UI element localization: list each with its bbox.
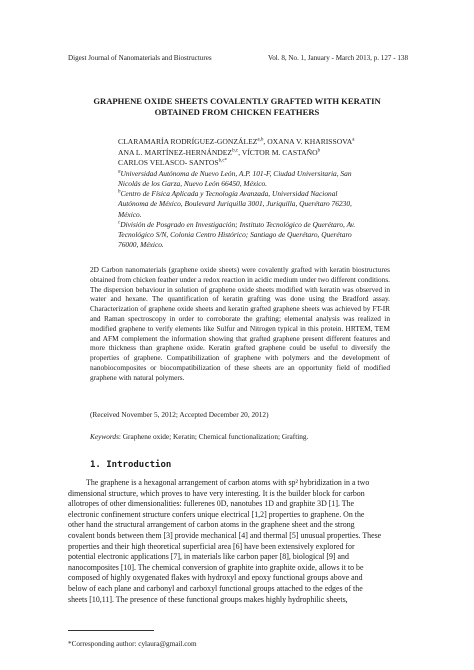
abstract: 2D Carbon nanomaterials (graphene oxide sheets) were covalently grafted with keratin biostructures obtained from chicken feather under a redox reaction in acidic medium under two different conditions. The dispersion behaviour in solution of graphene oxide sheets modified with keratin was observed in water and hexane. The quantification of keratin grafting was done using the Bradford assay. Characterization of graphene oxide sheets and keratin grafted graphene sheets was achieved by FT-IR and Raman spectroscopy in order to corroborate the grafting; elemental analysis was realized in modified graphene to verify elements like Sulfur and Nitrogen typical in this protein. HRTEM, TEM and AFM complement the information showing that grafted graphene present different features and more thickness than graphene oxide. Keratin grafted graphene could be useful to diversify the properties of graphene. Compatibilization of graphene with polymers and the development of nanobiocomposites or biocompatibilization of these sheets are an opportunity field of modified graphene with natural polymers.	[90, 265, 390, 382]
footnote-rule	[68, 630, 154, 631]
affiliation-c	[118, 220, 418, 251]
author-line-2	[118, 148, 418, 159]
affiliation-line: Nicolás de los Garza, Nuevo León 66450, México.	[118, 178, 268, 188]
affiliation-sup: a	[118, 169, 121, 175]
section-title: Introduction	[106, 460, 172, 470]
author-sup: b	[317, 148, 321, 154]
affiliation-sup: b	[118, 189, 121, 195]
keywords-label: Keywords	[90, 432, 119, 441]
body-line: composed of highly oxygenated flakes with hydroxyl and epoxy functional groups above and	[68, 573, 363, 583]
affiliation-line: México.	[118, 209, 142, 219]
affiliation-b	[118, 189, 418, 220]
affiliation-line: Centro de Física Aplicada y Tecnología Avanzada, Universidad Nacional	[120, 189, 338, 199]
paper-title	[60, 96, 414, 118]
author-block	[118, 137, 418, 250]
affiliation-line: 76000, México.	[118, 240, 164, 250]
running-head	[68, 54, 408, 62]
body-line: other hand the structural arrangement of carbon atoms in the graphene sheet and the strong	[68, 520, 355, 530]
author-sup: b,c*	[218, 158, 228, 164]
author-name: , OXANA V. KHARISSOVA	[263, 137, 353, 146]
author-line-1	[118, 137, 418, 148]
affiliation-line: Tecnológico S/N, Colonia Centro Histórico; Santiago de Querétaro, Querétaro	[118, 230, 352, 239]
affiliation-sup: c	[118, 220, 121, 226]
author-sup: a	[352, 137, 355, 143]
author-name: , VÍCTOR M. CASTAÑO	[238, 147, 318, 157]
introduction-body	[68, 478, 410, 605]
section-heading	[90, 460, 171, 470]
journal-name: Digest Journal of Nanomaterials and Biostructures	[68, 54, 212, 62]
author-sup: a,b	[257, 137, 264, 143]
author-name: CARLOS VELASCO- SANTOS	[118, 158, 219, 168]
body-line: sheets [10,11]. The presence of these functional groups makes highly hydrophilic sheets,	[68, 594, 348, 604]
body-line: below of each plane and carbonyl and carboxyl functional groups attached to the edges of the	[68, 583, 363, 593]
author-name: CLARAMARÍA RODRÍGUEZ-GONZÁLEZ	[118, 137, 258, 146]
body-line: The graphene is a hexagonal arrangement of carbon atoms with sp² hybridization in a two	[86, 478, 370, 487]
affiliation-line: División de Posgrado en Investigación; Instituto Tecnológico de Querétaro, Av.	[120, 219, 356, 229]
body-line: dimensional structure, which proves to have very interesting. It is the builder block for carbon	[68, 488, 365, 498]
keywords	[90, 432, 308, 441]
footnote: *Corresponding author: cylaura@gmail.com	[68, 640, 197, 648]
keywords-text: : Graphene oxide; Keratin; Chemical functionalization; Grafting.	[118, 432, 309, 441]
body-line: covalent bonds between them [3] provide mechanical [4] and thermal [5] unusual properties. These	[68, 530, 382, 540]
author-line-3	[118, 158, 418, 169]
body-line: properties and their high theoretical superficial area [6] have been extensively explored for	[68, 541, 355, 551]
title-line-1: GRAPHENE OXIDE SHEETS COVALENTLY GRAFTED WITH KERATIN	[93, 96, 381, 106]
affiliation-a	[118, 169, 418, 189]
author-name: ANA L. MARTÍNEZ-HERNÁNDEZ	[118, 147, 233, 157]
received-dates: (Received November 5, 2012; Accepted December 20, 2012)	[90, 410, 269, 419]
affiliation-line: Universidad Autónoma de Nuevo León, A.P. 101-F, Ciudad Universitaria, San	[120, 168, 352, 178]
author-sup: b,c	[232, 148, 239, 154]
affiliation-line: Autónoma de México, Boulevard Juriquilla 3001, Juriquilla, Querétaro 76230,	[118, 199, 352, 209]
body-line: potential electronic applications [7], in materials like carbon paper [8], biological [9] and	[68, 552, 349, 562]
title-line-2: OBTAINED FROM CHICKEN FEATHERS	[154, 107, 320, 117]
body-line: allotropes of other dimensionalities: fullerenes 0D, nanotubes 1D and graphite 3D [1]. The	[68, 499, 355, 509]
issue-info: Vol. 8, No. 1, January - March 2013, p. 127 - 138	[268, 54, 408, 62]
body-line: nanocomposites [10]. The chemical conversion of graphite into graphite oxide, allows it to be	[68, 562, 364, 572]
section-number: 1.	[90, 460, 101, 470]
body-line: electronic confinement structure confers unique electrical [1,2] properties to graphene. On the	[68, 509, 365, 519]
